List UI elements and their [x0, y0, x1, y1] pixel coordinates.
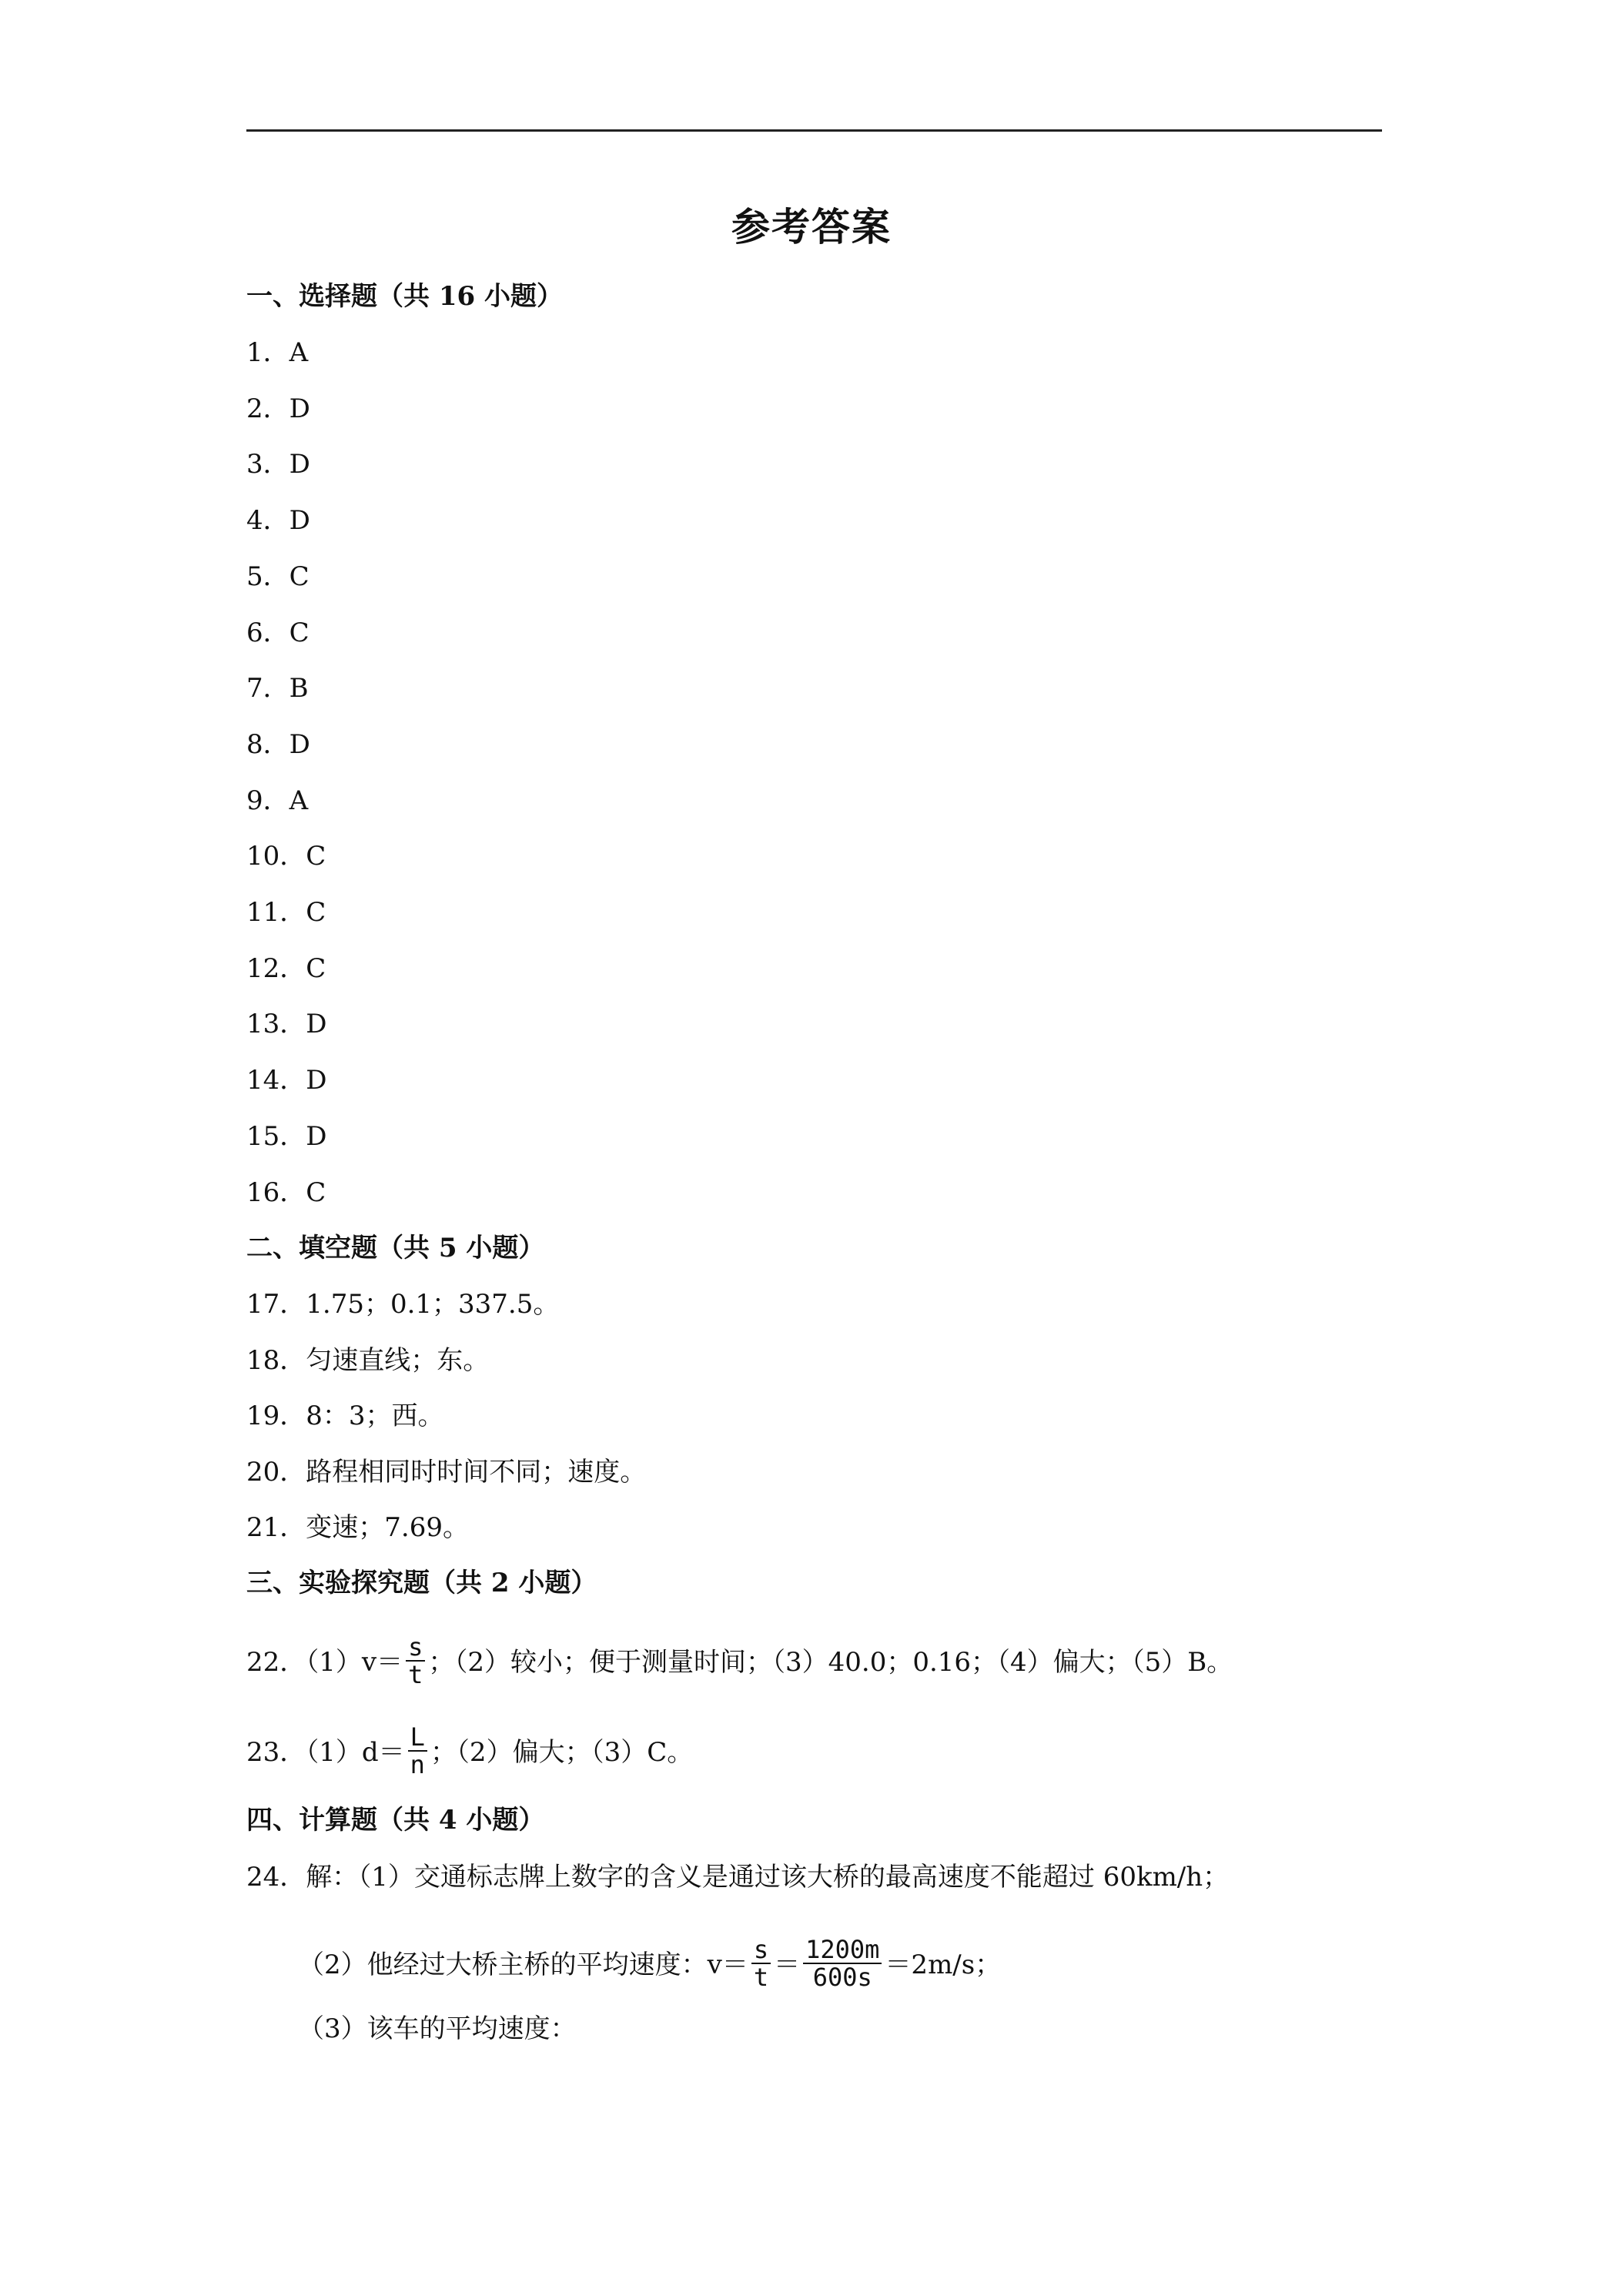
choice-answer: D [306, 1009, 327, 1039]
choice-answer-row [246, 1009, 327, 1039]
page-title: 参考答案 [731, 204, 892, 249]
choice-answer-row [246, 1177, 326, 1208]
fill-answer-row: 19．8：3；西。 [246, 1401, 444, 1431]
question-number: 3． [246, 449, 289, 480]
answer-23 [246, 1722, 694, 1781]
choice-answer: C [289, 561, 310, 592]
choice-answer: D [289, 729, 310, 760]
choice-answer: C [306, 953, 326, 984]
question-number: 6． [246, 618, 289, 648]
choice-answer: D [289, 393, 310, 424]
choice-answer: D [289, 505, 310, 536]
fraction-denominator: n [410, 1750, 425, 1779]
choice-answer-row [246, 337, 308, 368]
choice-answer: D [306, 1121, 327, 1152]
answer-24-part1: 24．解：（1）交通标志牌上数字的含义是通过该大桥的最高速度不能超过 60km/h； [246, 1862, 1230, 1893]
choice-answer-row [246, 618, 310, 648]
question-number: 8． [246, 729, 289, 760]
choice-answer: A [289, 337, 309, 368]
formula-fraction [406, 1634, 425, 1688]
question-number: 1． [246, 337, 289, 368]
answer-22-prefix: 22．（1）v＝ [246, 1647, 403, 1678]
answer-22-rest: ；（2）较小；便于测量时间；（3）40.0；0.16；（4）偏大；（5）B。 [428, 1647, 1233, 1678]
question-number: 7． [246, 673, 289, 704]
answer-23-prefix: 23．（1）d＝ [246, 1737, 405, 1768]
answer-22 [246, 1632, 1233, 1691]
choice-answer-row [246, 561, 310, 592]
header-rule [246, 129, 1382, 132]
fill-answer-row: 20．路程相同时时间不同；速度。 [246, 1457, 647, 1488]
fraction-numerator: 1200m [805, 1935, 880, 1964]
choice-answer: D [289, 449, 310, 480]
fraction-denominator: t [753, 1963, 769, 1992]
choice-answer: A [289, 785, 309, 816]
choice-answer: C [289, 618, 310, 648]
choice-answer: C [306, 841, 326, 872]
answer-23-rest: ；（2）偏大；（3）C。 [430, 1737, 694, 1768]
fill-answer-row: 21．变速；7.69。 [246, 1512, 469, 1543]
fill-answer-row: 18．匀速直线；东。 [246, 1345, 490, 1376]
question-number: 2． [246, 393, 289, 424]
section-heading-fill: 二、填空题（共 5 小题） [246, 1233, 545, 1263]
answer-24-part2-result: ＝2m/s； [885, 1950, 1002, 1980]
question-number: 9． [246, 785, 289, 816]
section-heading-calculation: 四、计算题（共 4 小题） [246, 1805, 545, 1836]
choice-answer-row [246, 729, 310, 760]
question-number: 13． [246, 1009, 306, 1039]
section-heading-choice: 一、选择题（共 16 小题） [246, 281, 563, 312]
fraction-numerator: L [410, 1722, 425, 1752]
choice-answer-row [246, 1065, 327, 1096]
section-heading-experiment: 三、实验探究题（共 2 小题） [246, 1568, 597, 1598]
choice-answer: D [306, 1065, 327, 1096]
choice-answer-row [246, 673, 309, 704]
equals-sign: ＝ [774, 1950, 801, 1980]
choice-answer-row [246, 785, 308, 816]
choice-answer-row [246, 953, 326, 984]
formula-fraction [803, 1936, 882, 1990]
choice-answer-row [246, 505, 310, 536]
question-number: 15． [246, 1121, 306, 1152]
question-number: 5． [246, 561, 289, 592]
choice-answer: C [306, 1177, 326, 1208]
question-number: 16． [246, 1177, 306, 1208]
choice-answer-row [246, 841, 326, 872]
question-number: 10． [246, 841, 306, 872]
choice-answer-row [246, 897, 326, 928]
choice-answer-row [246, 449, 310, 480]
answer-24-part2 [298, 1935, 1002, 1993]
choice-answer: B [289, 673, 309, 704]
fraction-numerator: s [408, 1632, 423, 1662]
formula-fraction [408, 1724, 427, 1778]
fraction-numerator: s [753, 1935, 769, 1964]
question-number: 12． [246, 953, 306, 984]
choice-answer-row [246, 393, 310, 424]
answer-24-part2-prefix: （2）他经过大桥主桥的平均速度：v＝ [298, 1950, 748, 1980]
fraction-denominator: 600s [812, 1963, 872, 1992]
question-number: 4． [246, 505, 289, 536]
fill-answer-row: 17．1.75；0.1；337.5。 [246, 1289, 560, 1320]
fraction-denominator: t [408, 1660, 423, 1689]
choice-answer-row [246, 1121, 327, 1152]
question-number: 11． [246, 897, 306, 928]
formula-fraction [751, 1936, 771, 1990]
choice-answer: C [306, 897, 326, 928]
answer-24-part3: （3）该车的平均速度： [298, 2013, 577, 2044]
question-number: 14． [246, 1065, 306, 1096]
